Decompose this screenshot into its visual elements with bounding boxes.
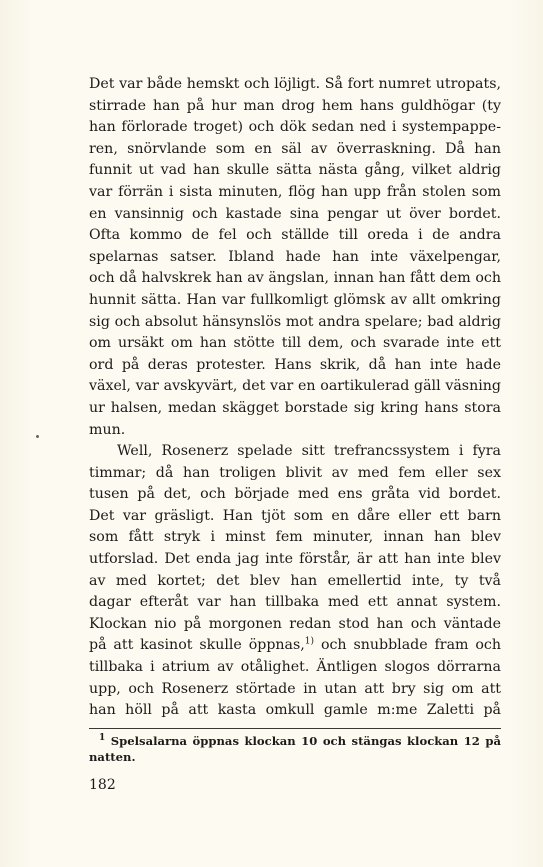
text-line: stirrade han på hur man drog hem hans guldhögar (ty: [89, 97, 501, 114]
paragraph-start-line: Well, Rosenerz spelade sitt trefrancssystem i fyra: [117, 443, 501, 460]
text-line: växel, var avskyvärt, det var en oartikulerad gäll väsning: [89, 378, 501, 395]
text-line: ord på deras protester. Hans skrik, då han inte hade: [89, 356, 501, 373]
footnote-rule: [89, 728, 501, 729]
text-line: Det var gräsligt. Han tjöt som en dåre eller ett barn: [89, 507, 501, 524]
text-line: som fått stryk i minst fem minuter, innan han blev: [89, 529, 501, 546]
text-line: Ofta kommo de fel och ställde till oreda i de andra: [89, 227, 501, 244]
text-line: av med kortet; det blev han emellertid inte, ty två: [89, 572, 501, 589]
text-line: tillbaka i atrium av otålighet. Äntligen slogos dörrarna: [89, 659, 501, 676]
text-line: han höll på att kasta omkull gamle m:me Zaletti på: [89, 702, 501, 719]
page-number: 182: [89, 777, 116, 793]
footnote-text: Spelsalarna öppnas klockan 10 och stängas klockan 12 på: [110, 734, 501, 748]
text-line: han förlorade troget) och dök sedan ned i systempappe-: [89, 119, 501, 136]
text-line: om ursäkt om han stötte till dem, och svarade inte ett: [89, 335, 501, 352]
text-line: timmar; då han troligen blivit av med fem eller sex: [89, 464, 501, 481]
text-line: hunnit sätta. Han var fullkomligt glömsk av allt omkring: [89, 291, 501, 308]
text-line: tusen på det, och började med ens gråta vid bordet.: [89, 486, 501, 503]
footnote-line: natten.: [89, 750, 136, 764]
line-part: och snubblade fram och: [320, 637, 501, 654]
text-line: och då halvskrek han av ängslan, innan han fått dem och: [89, 270, 501, 287]
text-line: spelarnas satser. Ibland hade han inte växelpengar,: [89, 248, 501, 265]
footnote-line: [89, 733, 501, 749]
text-line: en vansinnig och kastade sina pengar ut över bordet.: [89, 205, 501, 222]
text-line: Klockan nio på morgonen redan stod han och väntade: [89, 615, 501, 632]
text-line: Det var både hemskt och löjligt. Så fort numret utropats,: [89, 76, 501, 92]
text-line-with-footnote: [89, 635, 501, 657]
footnote-reference: 1): [304, 636, 315, 647]
text-line: ur halsen, medan skägget borstade sig kring hans stora: [89, 399, 501, 416]
margin-mark: [36, 435, 39, 438]
line-part: på att kasinot skulle öppnas,: [89, 637, 305, 654]
paragraph-end-line: mun.: [89, 421, 126, 438]
text-line: var förrän i sista minuten, flög han upp från stolen som: [89, 183, 501, 200]
footnote-marker: 1: [99, 733, 106, 744]
text-line: sig och absolut hänsynslös mot andra spelare; bad aldrig: [89, 313, 501, 330]
text-line: dagar efteråt var han tillbaka med ett annat system.: [89, 594, 501, 611]
text-line: ren, snörvlande som en säl av överraskning. Då han: [89, 140, 501, 157]
body-text: [89, 74, 501, 722]
text-line: upp, och Rosenerz störtade in utan att bry sig om att: [89, 680, 501, 697]
text-line: funnit ut vad han skulle sätta nästa gång, vilket aldrig: [89, 162, 501, 179]
text-line: utforslad. Det enda jag inte förstår, är att han inte blev: [89, 551, 501, 568]
footnote: [89, 733, 501, 765]
